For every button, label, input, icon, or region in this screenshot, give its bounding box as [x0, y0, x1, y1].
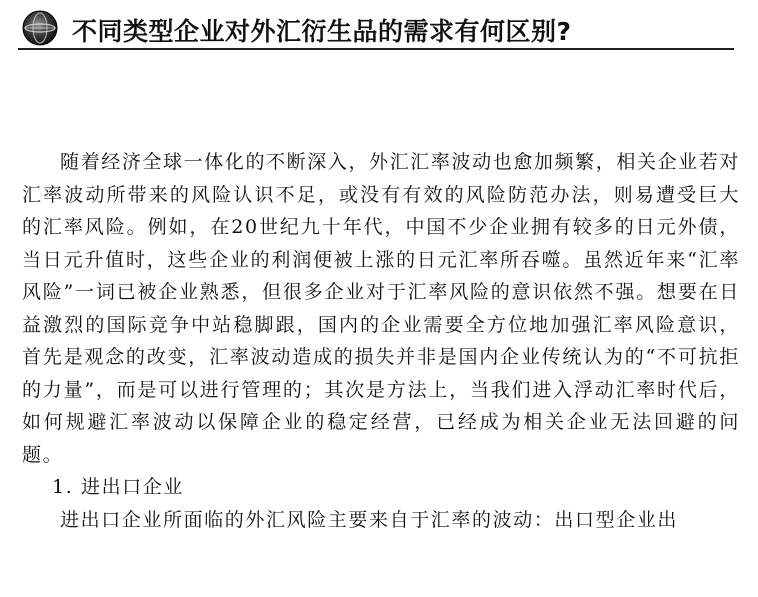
page-title: 不同类型企业对外汇衍生品的需求有何区别?: [72, 17, 572, 46]
header-divider: [18, 48, 734, 50]
page-header: [18, 6, 738, 52]
body-paragraph: 进出口企业所面临的外汇风险主要来自于汇率的波动：出口型企业出: [60, 508, 679, 531]
body-paragraph: 随着经济全球一体化的不断深入，外汇汇率波动也愈加频繁，相关企业若对汇率波动所带来的风险认识不足，或没有有效的风险防范办法，则易遭受巨大的汇率风险。例如，在20世纪九十年代，中国不少企业拥有较多的日元外债，当日元升值时，这些企业的利润便被上涨的日元汇率所吞噬。虽然近年来“汇率风险”一词已被企业熟悉，但很多企业对于汇率风险的意识依然不强。想要在日益激烈的国际竞争中站稳脚跟，国内的企业需要全方位地加强汇率风险意识，首先是观念的改变，汇率波动造成的损失并非是国内企业传统认为的“不可抗拒的力量”，而是可以进行管理的；其次是方法上，当我们进入浮动汇率时代后，如何规避汇率波动以保障企业的稳定经营，已经成为相关企业无法回避的问题。: [22, 151, 740, 466]
emblem-logo-icon: [22, 10, 58, 46]
section-heading: 1. 进出口企业: [52, 476, 184, 498]
article-body: [22, 146, 740, 536]
